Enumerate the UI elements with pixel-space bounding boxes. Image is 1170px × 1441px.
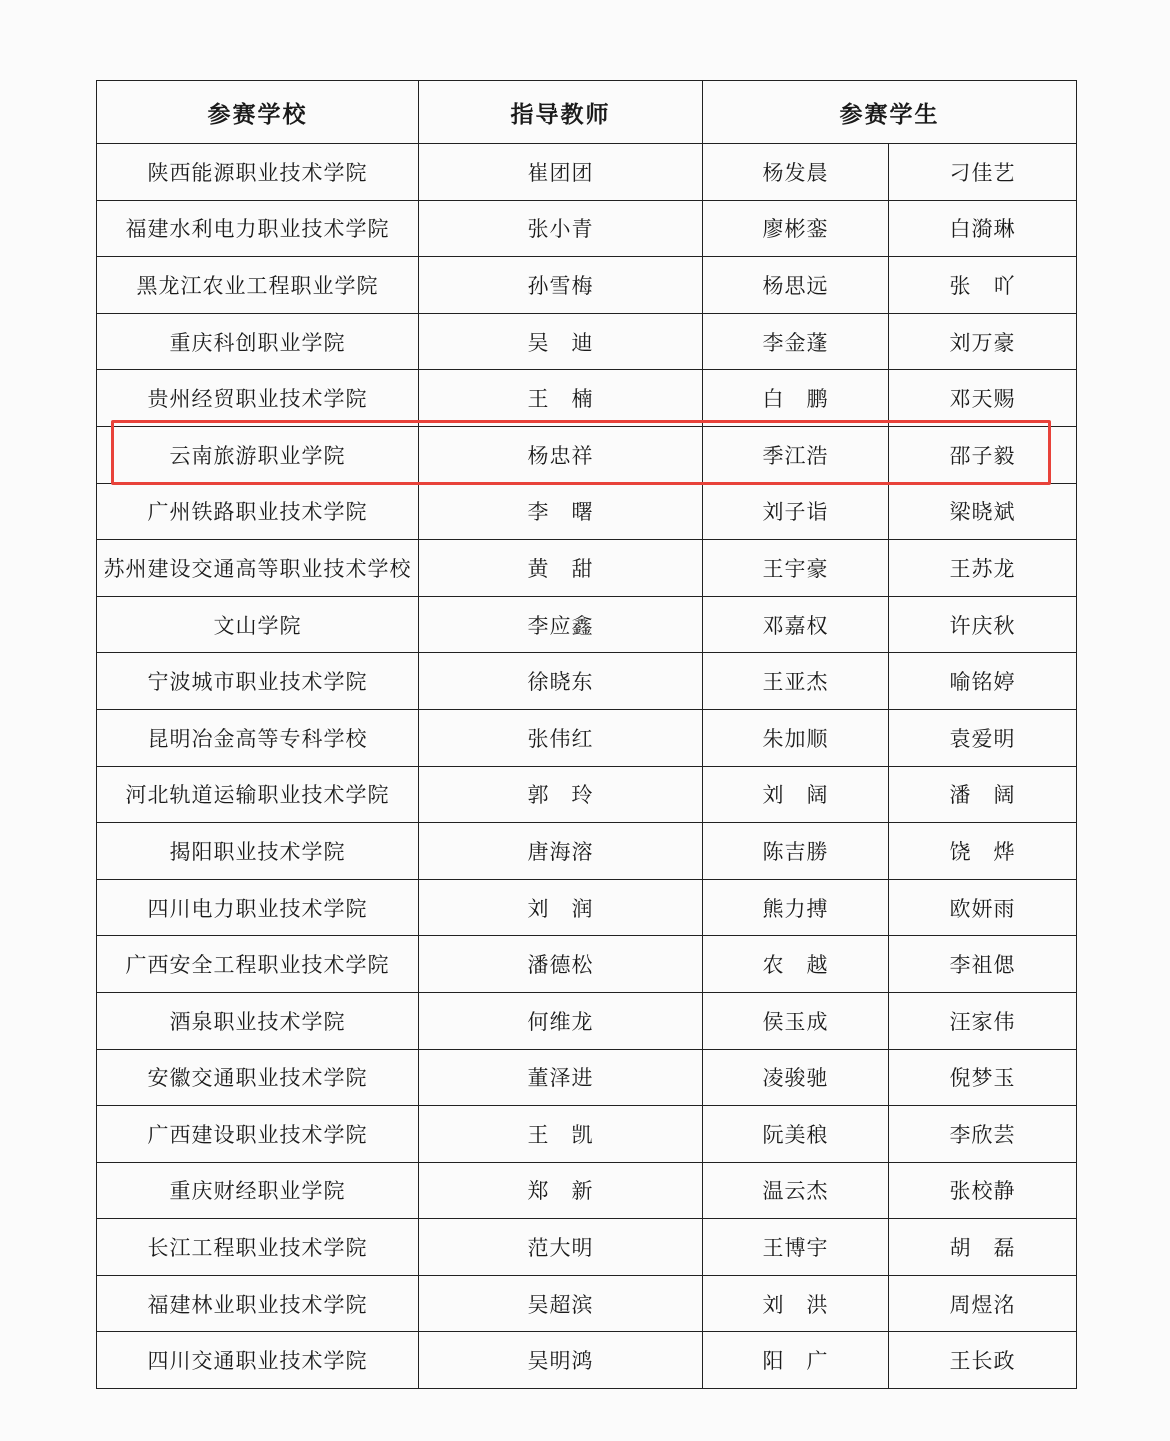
student1-cell: 阮美稂 bbox=[703, 1106, 889, 1163]
school-cell: 重庆科创职业学院 bbox=[97, 313, 419, 370]
teacher-cell: 黄 甜 bbox=[419, 540, 703, 597]
student1-cell: 杨发晨 bbox=[703, 144, 889, 201]
table-row bbox=[97, 1049, 1077, 1106]
student2-cell: 饶 烨 bbox=[889, 823, 1077, 880]
header-students: 参赛学生 bbox=[703, 81, 1077, 144]
teacher-cell: 唐海溶 bbox=[419, 823, 703, 880]
table-row bbox=[97, 1332, 1077, 1389]
teacher-cell: 范大明 bbox=[419, 1219, 703, 1276]
table-row bbox=[97, 540, 1077, 597]
student2-cell: 欧妍雨 bbox=[889, 879, 1077, 936]
student2-cell: 王长政 bbox=[889, 1332, 1077, 1389]
student2-cell: 倪梦玉 bbox=[889, 1049, 1077, 1106]
table-row bbox=[97, 709, 1077, 766]
teacher-cell: 刘 润 bbox=[419, 879, 703, 936]
school-cell: 广西建设职业技术学院 bbox=[97, 1106, 419, 1163]
school-cell: 苏州建设交通高等职业技术学校 bbox=[97, 540, 419, 597]
table-row bbox=[97, 257, 1077, 314]
student2-cell: 刁佳艺 bbox=[889, 144, 1077, 201]
student2-cell: 白漪琳 bbox=[889, 200, 1077, 257]
table-row bbox=[97, 1162, 1077, 1219]
school-cell: 贵州经贸职业技术学院 bbox=[97, 370, 419, 427]
table-row bbox=[97, 766, 1077, 823]
student2-cell: 刘万豪 bbox=[889, 313, 1077, 370]
student1-cell: 杨思远 bbox=[703, 257, 889, 314]
student2-cell: 李祖偲 bbox=[889, 936, 1077, 993]
school-cell: 黑龙江农业工程职业学院 bbox=[97, 257, 419, 314]
school-cell: 安徽交通职业技术学院 bbox=[97, 1049, 419, 1106]
student1-cell: 王宇豪 bbox=[703, 540, 889, 597]
student1-cell: 陈吉勝 bbox=[703, 823, 889, 880]
teacher-cell: 李应鑫 bbox=[419, 596, 703, 653]
table-row bbox=[97, 653, 1077, 710]
school-cell: 广西安全工程职业技术学院 bbox=[97, 936, 419, 993]
teacher-cell: 郑 新 bbox=[419, 1162, 703, 1219]
school-cell: 重庆财经职业学院 bbox=[97, 1162, 419, 1219]
table-row bbox=[97, 1219, 1077, 1276]
teacher-cell: 吴 迪 bbox=[419, 313, 703, 370]
teacher-cell: 吴超滨 bbox=[419, 1275, 703, 1332]
student1-cell: 季江浩 bbox=[703, 426, 889, 483]
teacher-cell: 郭 玲 bbox=[419, 766, 703, 823]
table-row bbox=[97, 823, 1077, 880]
table-row bbox=[97, 370, 1077, 427]
school-cell: 四川电力职业技术学院 bbox=[97, 879, 419, 936]
table-row bbox=[97, 144, 1077, 201]
student2-cell: 邓天赐 bbox=[889, 370, 1077, 427]
teacher-cell: 崔团团 bbox=[419, 144, 703, 201]
table-row bbox=[97, 483, 1077, 540]
student2-cell: 梁晓斌 bbox=[889, 483, 1077, 540]
header-row bbox=[97, 81, 1077, 144]
teacher-cell: 杨忠祥 bbox=[419, 426, 703, 483]
teacher-cell: 王 楠 bbox=[419, 370, 703, 427]
student2-cell: 邵子毅 bbox=[889, 426, 1077, 483]
school-cell: 长江工程职业技术学院 bbox=[97, 1219, 419, 1276]
student2-cell: 许庆秋 bbox=[889, 596, 1077, 653]
student1-cell: 刘 洪 bbox=[703, 1275, 889, 1332]
school-cell: 陕西能源职业技术学院 bbox=[97, 144, 419, 201]
school-cell: 文山学院 bbox=[97, 596, 419, 653]
student2-cell: 胡 磊 bbox=[889, 1219, 1077, 1276]
student1-cell: 李金蓬 bbox=[703, 313, 889, 370]
student1-cell: 廖彬銮 bbox=[703, 200, 889, 257]
teacher-cell: 王 凯 bbox=[419, 1106, 703, 1163]
student1-cell: 熊力搏 bbox=[703, 879, 889, 936]
student1-cell: 朱加顺 bbox=[703, 709, 889, 766]
table-row bbox=[97, 596, 1077, 653]
student2-cell: 汪家伟 bbox=[889, 992, 1077, 1049]
student1-cell: 白 鹏 bbox=[703, 370, 889, 427]
student2-cell: 张 吖 bbox=[889, 257, 1077, 314]
student1-cell: 邓嘉权 bbox=[703, 596, 889, 653]
student1-cell: 刘子诣 bbox=[703, 483, 889, 540]
table-row bbox=[97, 1106, 1077, 1163]
school-cell: 云南旅游职业学院 bbox=[97, 426, 419, 483]
school-cell: 酒泉职业技术学院 bbox=[97, 992, 419, 1049]
teacher-cell: 何维龙 bbox=[419, 992, 703, 1049]
student1-cell: 王博宇 bbox=[703, 1219, 889, 1276]
student2-cell: 周煜洺 bbox=[889, 1275, 1077, 1332]
teacher-cell: 李 曙 bbox=[419, 483, 703, 540]
student2-cell: 潘 阔 bbox=[889, 766, 1077, 823]
roster-table bbox=[96, 80, 1077, 1389]
table-row bbox=[97, 936, 1077, 993]
teacher-cell: 潘德松 bbox=[419, 936, 703, 993]
school-cell: 四川交通职业技术学院 bbox=[97, 1332, 419, 1389]
student1-cell: 农 越 bbox=[703, 936, 889, 993]
teacher-cell: 孙雪梅 bbox=[419, 257, 703, 314]
school-cell: 昆明冶金高等专科学校 bbox=[97, 709, 419, 766]
header-teacher: 指导教师 bbox=[419, 81, 703, 144]
header-school: 参赛学校 bbox=[97, 81, 419, 144]
table-row bbox=[97, 200, 1077, 257]
student1-cell: 侯玉成 bbox=[703, 992, 889, 1049]
student1-cell: 温云杰 bbox=[703, 1162, 889, 1219]
table-row bbox=[97, 426, 1077, 483]
student2-cell: 李欣芸 bbox=[889, 1106, 1077, 1163]
teacher-cell: 徐晓东 bbox=[419, 653, 703, 710]
teacher-cell: 张小青 bbox=[419, 200, 703, 257]
table-row bbox=[97, 313, 1077, 370]
table-row bbox=[97, 1275, 1077, 1332]
table-row bbox=[97, 879, 1077, 936]
teacher-cell: 吴明鸿 bbox=[419, 1332, 703, 1389]
table-row bbox=[97, 992, 1077, 1049]
student2-cell: 张校静 bbox=[889, 1162, 1077, 1219]
teacher-cell: 张伟红 bbox=[419, 709, 703, 766]
student2-cell: 喻铭婷 bbox=[889, 653, 1077, 710]
student1-cell: 阳 广 bbox=[703, 1332, 889, 1389]
school-cell: 广州铁路职业技术学院 bbox=[97, 483, 419, 540]
school-cell: 福建林业职业技术学院 bbox=[97, 1275, 419, 1332]
student1-cell: 王亚杰 bbox=[703, 653, 889, 710]
school-cell: 宁波城市职业技术学院 bbox=[97, 653, 419, 710]
student1-cell: 凌骏驰 bbox=[703, 1049, 889, 1106]
school-cell: 福建水利电力职业技术学院 bbox=[97, 200, 419, 257]
student2-cell: 王苏龙 bbox=[889, 540, 1077, 597]
school-cell: 揭阳职业技术学院 bbox=[97, 823, 419, 880]
student2-cell: 袁爱明 bbox=[889, 709, 1077, 766]
school-cell: 河北轨道运输职业技术学院 bbox=[97, 766, 419, 823]
student1-cell: 刘 阔 bbox=[703, 766, 889, 823]
teacher-cell: 董泽进 bbox=[419, 1049, 703, 1106]
roster-body bbox=[97, 144, 1077, 1389]
